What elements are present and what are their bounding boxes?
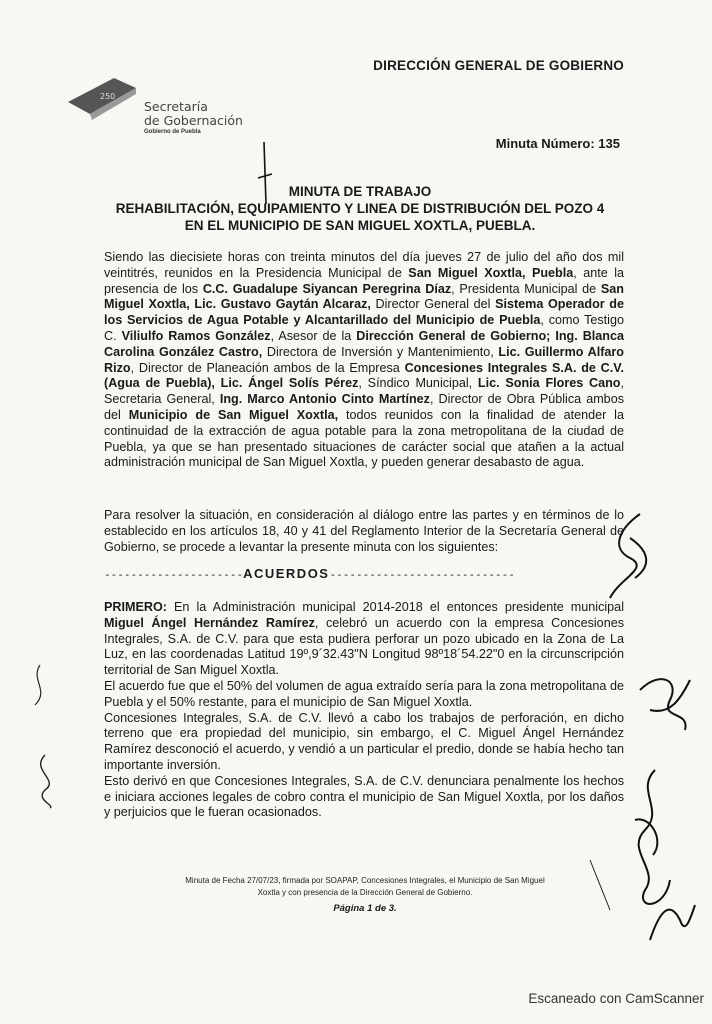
acuerdos-section: [104, 600, 624, 821]
signature-right-2: [630, 660, 700, 750]
handwritten-mark-bottom: [585, 855, 615, 915]
acuerdos-label: ACUERDOS: [243, 566, 330, 581]
primero-paragraph: PRIMERO: En la Administración municipal 2014-2018 el entonces presidente municipal Miguel Ángel Hernández Ramírez, celebró un acuerdo con la empresa Concesiones Integrales, S.A. de C.V. para que esta pudiera perforar un pozo ubicado en la Zona de La Luz, en las coordenadas Latitud 19º,9´32.43"N Longitud 98º18´54.22"0 en la circunscripción territorial de San Miguel Xoxtla.: [104, 600, 624, 678]
signature-left-2: [25, 750, 65, 810]
intro-paragraph: Siendo las diecisiete horas con treinta minutos del día jueves 27 de julio del año dos mil veintitrés, reunidos en la Presidencia Municipal de San Miguel Xoxtla, Puebla, ante la presencia de los C.C. Guadalupe Siyancan Peregrina Díaz, Presidenta Municipal de San Miguel Xoxtla, Lic. Gustavo Gaytán Alcaraz, Director General del Sistema Operador de los Servicios de Agua Potable y Alcantarillado del Municipio de Puebla, como Testigo C. Viliulfo Ramos González, Asesor de la Dirección General de Gobierno; Ing. Blanca Carolina González Castro, Directora de Inversión y Mantenimiento, Lic. Guillermo Alfaro Rizo, Director de Planeación ambos de la Empresa Concesiones Integrales S.A. de C.V. (Agua de Puebla), Lic. Ángel Solís Pérez, Síndico Municipal, Lic. Sonia Flores Cano, Secretaria General, Ing. Marco Antonio Cinto Martínez, Director de Obra Pública ambos del Municipio de San Miguel Xoxtla, todos reunidos con la finalidad de atender la continuidad de la extracción de agua potable para la zona metropolitana de la ciudad de Puebla, ya que se han presentado situaciones de carácter social que atañen a la actual administración municipal de San Miguel Xoxtla, y pueden generar desabasto de agua.: [104, 250, 625, 470]
title-line-3: EN EL MUNICIPIO DE SAN MIGUEL XOXTLA, PUEBLA.: [184, 218, 536, 233]
minuta-number: Minuta Número: 135: [495, 136, 620, 151]
footer-note: Minuta de Fecha 27/07/23, firmada por SOAPAP, Concesiones Integrales, el Municipio de San Miguel Xoxtla y con presencia de la Dirección General de Gobierno.: [185, 876, 545, 897]
government-logo: [66, 72, 256, 142]
document-title: [100, 183, 620, 234]
signature-left-1: [20, 660, 60, 710]
signature-right-4: [640, 890, 700, 950]
logo-text-gobierno-puebla: Gobierno de Puebla: [144, 129, 201, 135]
logo-text-secretaria: Secretaría: [144, 99, 208, 114]
signature-right-1: [600, 508, 670, 608]
resolution-paragraph: Para resolver la situación, en consideración al diálogo entre las partes y en términos de lo establecido en los artículos 18, 40 y 41 del Reglamento Interior de la Secretaría General de Gobierno, se procede a levantar la presente minuta con los siguientes:: [104, 508, 624, 554]
logo-emblem-icon: [66, 72, 146, 132]
header-direction: DIRECCIÓN GENERAL DE GOBIERNO: [373, 58, 624, 73]
acuerdo-paragraph-3: Concesiones Integrales, S.A. de C.V. llevó a cabo los trabajos de perforación, en dicho terreno que era propiedad del municipio, sin embargo, el C. Miguel Ángel Hernández Ramírez desconoció el acuerdo, y vendió a un particular el predio, donde se había hecho tan importante inversión.: [104, 710, 624, 772]
page-number: Página 1 de 3.: [333, 903, 397, 914]
acuerdo-paragraph-4: Esto derivó en que Concesiones Integrales, S.A. de C.V. denunciara penalmente los hechos e iniciara acciones legales de cobro contra el municipio de San Miguel Xoxtla, por los daños y perjuicios que le fueran ocasionados.: [104, 773, 624, 820]
title-line-2: REHABILITACIÓN, EQUIPAMIENTO Y LINEA DE DISTRIBUCIÓN DEL POZO 4: [115, 201, 605, 216]
title-line-1: MINUTA DE TRABAJO: [288, 184, 432, 199]
acuerdos-heading: ---------------------ACUERDOS----------------------------: [104, 566, 515, 581]
handwritten-mark-top: [250, 138, 280, 208]
svg-text:250: 250: [100, 92, 116, 101]
logo-text-gobernacion: de Gobernación: [144, 113, 243, 128]
camscanner-label: Escaneado con CamScanner: [528, 991, 704, 1006]
acuerdo-paragraph-2: El acuerdo fue que el 50% del volumen de agua extraído sería para la zona metropolitana de Puebla y el 50% restante, para el municipio de San Miguel Xoxtla.: [104, 678, 624, 709]
